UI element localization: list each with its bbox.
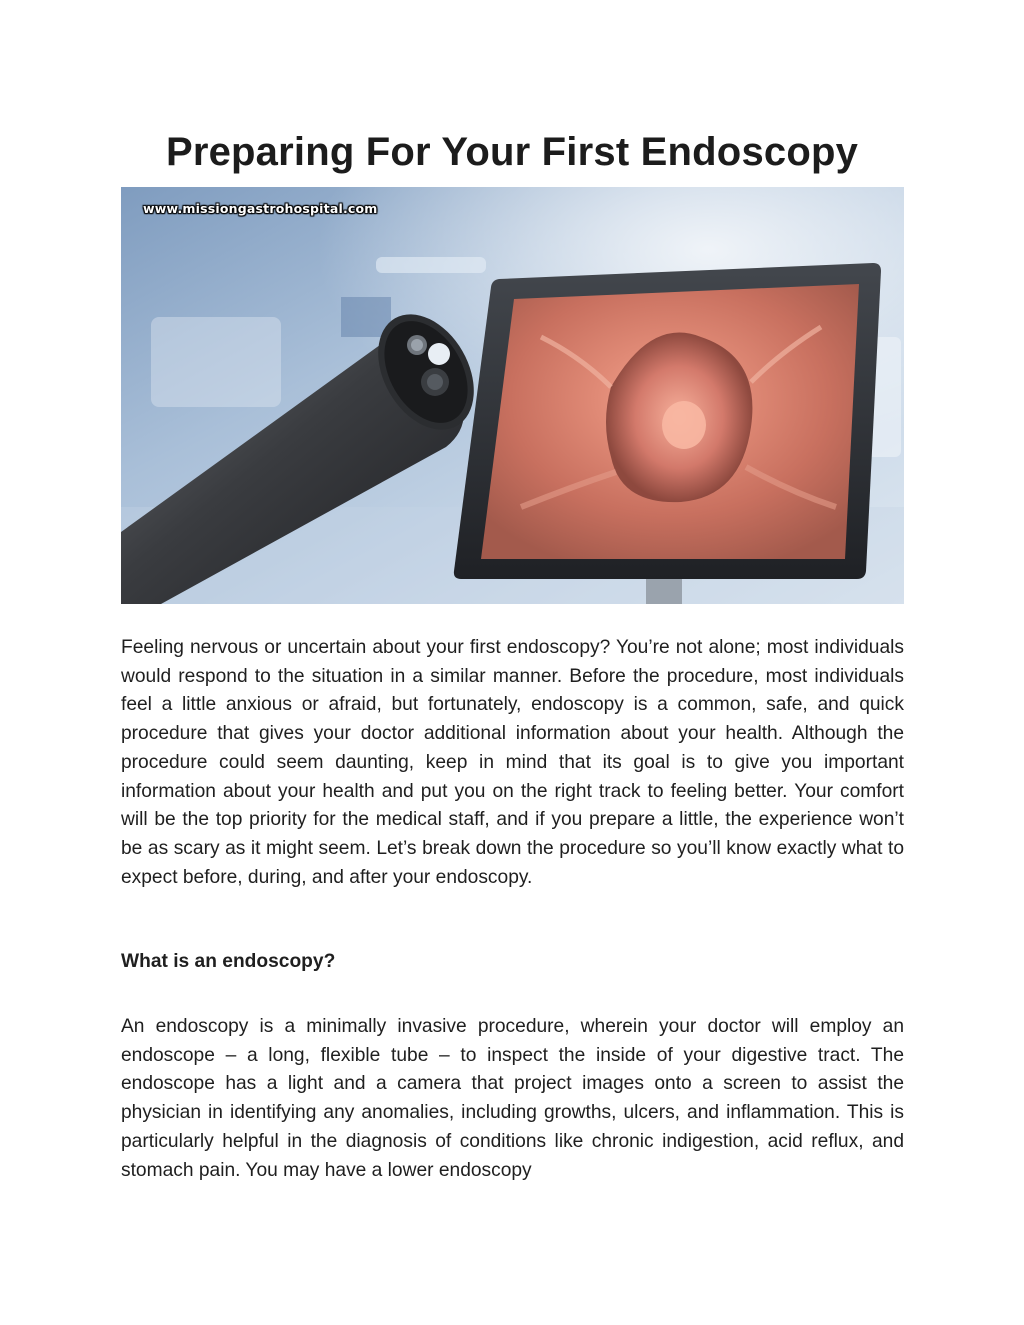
intro-paragraph: Feeling nervous or uncertain about your first endoscopy? You’re not alone; most individuals would respond to the situation in a similar manner. Before the procedure, most individuals feel a little anxious or afraid, but fortunately, endoscopy is a common, safe, and quick procedure that gives your doctor additional information about your health. Although the procedure could seem daunting, keep in mind that its goal is to give you important information about your health and put you on the right track to feeling better. Your comfort will be the top priority for the medical staff, and if you prepare a little, the experience won’t be as scary as it might seem. Let’s break down the procedure so you’ll know exactly what to expect before, during, and after your endoscopy.: [121, 637, 904, 888]
section-heading: What is an endoscopy?: [121, 951, 336, 972]
image-watermark: www.missiongastrohospital.com: [143, 201, 378, 216]
endoscopy-illustration: [121, 187, 904, 604]
hero-image: [121, 187, 904, 604]
section-paragraph: An endoscopy is a minimally invasive procedure, wherein your doctor will employ an endoscope – a long, flexible tube – to inspect the inside of your digestive tract. The endoscope has a light and a camera that project images onto a screen to assist the physician in identifying any anomalies, including growths, ulcers, and inflammation. This is particularly helpful in the diagnosis of conditions like chronic indigestion, acid reflux, and stomach pain. You may have a lower endoscopy: [121, 1016, 904, 1181]
page-title: Preparing For Your First Endoscopy: [165, 130, 859, 174]
